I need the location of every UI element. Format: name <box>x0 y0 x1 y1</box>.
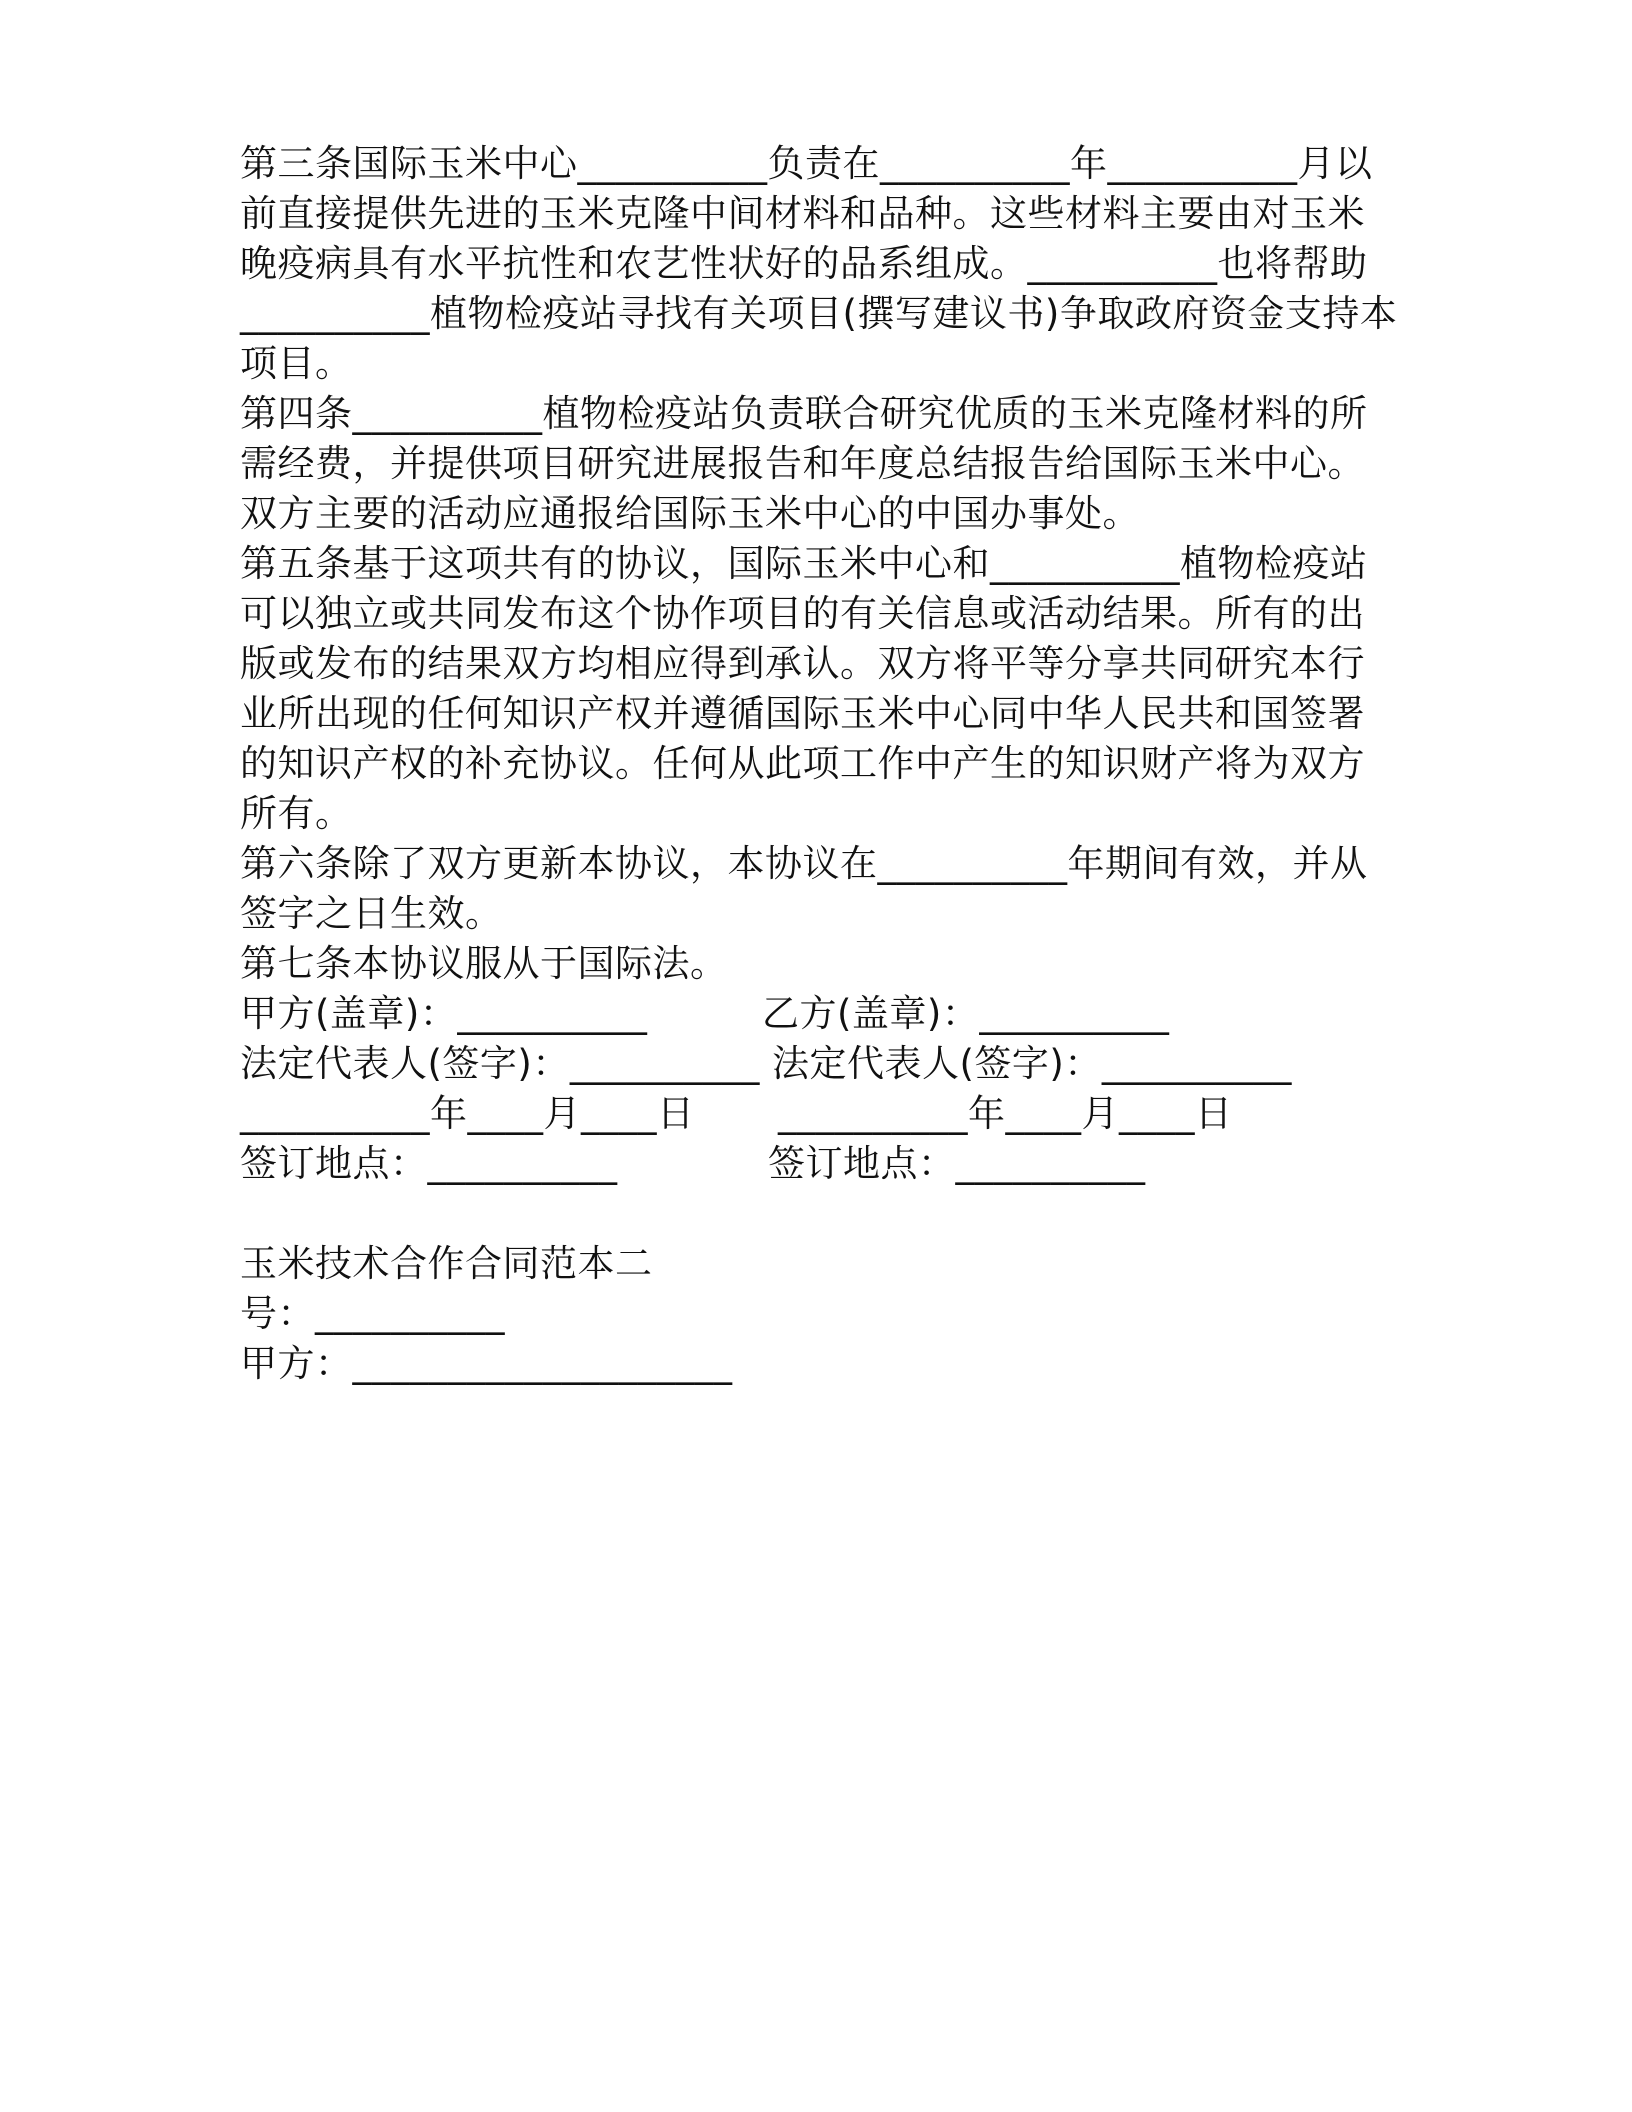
party-a-place: 签订地点：__________ <box>240 1142 618 1185</box>
party-b-place: 签订地点：__________ <box>768 1142 1146 1185</box>
article-5-line-3: 版或发布的结果双方均相应得到承认。双方将平等分享共同研究本行 <box>240 642 1365 685</box>
article-3-line-4: __________植物检疫站寻找有关项目(撰写建议书)争取政府资金支持本 <box>240 292 1398 335</box>
article-5-line-4: 业所出现的任何知识产权并遵循国际玉米中心同中华人民共和国签署 <box>240 692 1365 735</box>
party-b-date: __________年____月____日 <box>778 1092 1233 1135</box>
party-a-seal: 甲方(盖章)：__________ <box>240 992 648 1035</box>
article-6-line-2: 签字之日生效。 <box>240 892 503 935</box>
contract-number: 号：__________ <box>240 1292 505 1335</box>
party-a-date: __________年____月____日 <box>240 1092 695 1135</box>
article-5-line-6: 所有。 <box>240 792 353 835</box>
article-3-line-2: 前直接提供先进的玉米克隆中间材料和品种。这些材料主要由对玉米 <box>240 192 1365 235</box>
article-4-line-3: 双方主要的活动应通报给国际玉米中心的中国办事处。 <box>240 492 1140 535</box>
article-4-line-1: 第四条__________植物检疫站负责联合研究优质的玉米克隆材料的所 <box>240 392 1368 435</box>
template-2-title: 玉米技术合作合同范本二 <box>240 1242 653 1285</box>
article-4-line-2: 需经费，并提供项目研究进展报告和年度总结报告给国际玉米中心。 <box>240 442 1365 485</box>
article-5-line-1: 第五条基于这项共有的协议，国际玉米中心和__________植物检疫站 <box>240 542 1368 585</box>
article-7: 第七条本协议服从于国际法。 <box>240 942 728 985</box>
template-2-party-a: 甲方：____________________ <box>240 1342 733 1385</box>
party-a-representative: 法定代表人(签字)：__________ <box>240 1042 760 1085</box>
article-6-line-1: 第六条除了双方更新本协议，本协议在__________年期间有效，并从 <box>240 842 1368 885</box>
article-3-line-5: 项目。 <box>240 342 353 385</box>
article-5-line-5: 的知识产权的补充协议。任何从此项工作中产生的知识财产将为双方 <box>240 742 1365 785</box>
article-5-line-2: 可以独立或共同发布这个协作项目的有关信息或活动结果。所有的出 <box>240 592 1365 635</box>
article-3-line-1: 第三条国际玉米中心__________负责在__________年__________月以 <box>240 142 1373 185</box>
party-b-seal: 乙方(盖章)：__________ <box>762 992 1170 1035</box>
party-b-representative: 法定代表人(签字)：__________ <box>772 1042 1292 1085</box>
article-3-line-3: 晚疫病具有水平抗性和农艺性状好的品系组成。__________也将帮助 <box>240 242 1368 285</box>
